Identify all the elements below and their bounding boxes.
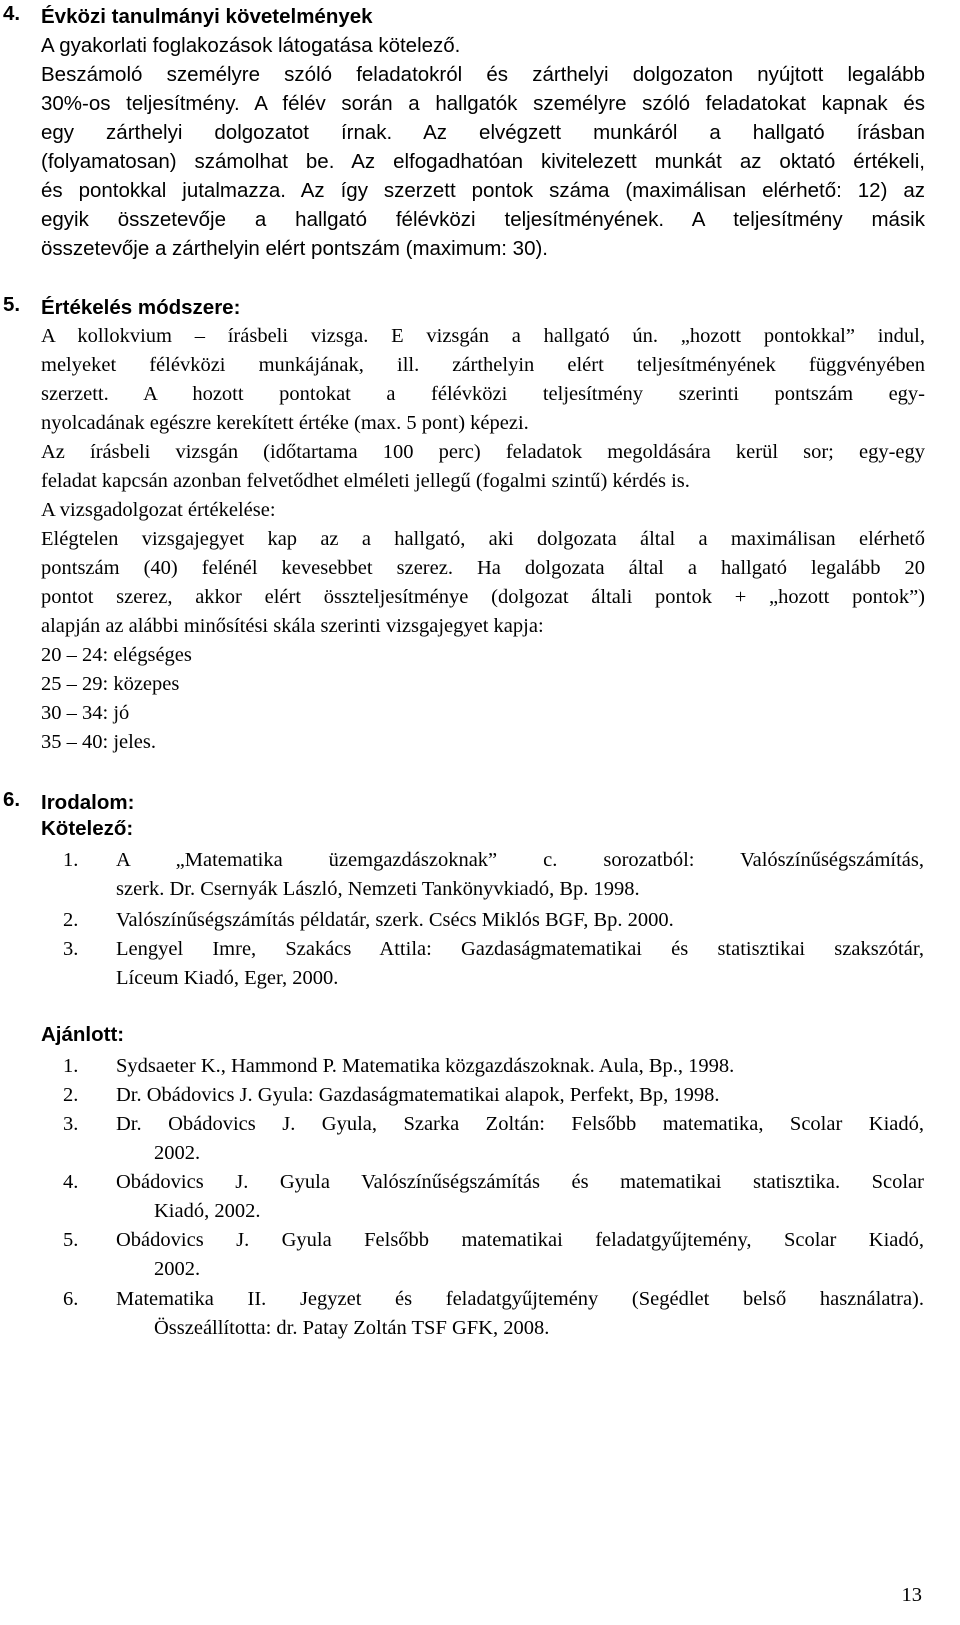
- grade-scale-line: 25 – 29: közepes: [41, 673, 180, 695]
- list-item-text: [116, 846, 924, 904]
- list-item-text: [116, 1052, 924, 1081]
- list-item-line: Sydsaeter K., Hammond P. Matematika közgazdászoknak. Aula, Bp., 1998.: [116, 1055, 735, 1077]
- section-4-line: és pontokkal jutalmazza. Az így szerzett pontok száma (maximálisan elérhető: 12) az: [41, 179, 925, 202]
- section-5-line: alapján az alábbi minősítési skála szerinti vizsgajegyet kapja:: [41, 615, 544, 637]
- list-item-number: 1.: [63, 1055, 79, 1077]
- section-5-line: A kollokvium – írásbeli vizsga. E vizsgán a hallgató ún. „hozott pontokkal” indul,: [41, 325, 925, 347]
- list-item-text: [116, 1081, 924, 1110]
- section-5-line: Elégtelen vizsgajegyet kap az a hallgató, aki dolgozata által a maximálisan elérhető: [41, 528, 925, 550]
- list-item-line: Líceum Kiadó, Eger, 2000.: [116, 967, 339, 989]
- section-5-line: melyeket félévközi munkájának, ill. zárthelyin elért teljesítményének függvényében: [41, 354, 925, 376]
- list-item-number: 6.: [63, 1288, 79, 1310]
- section-5-line: nyolcadának egészre kerekített értéke (max. 5 pont) képezi.: [41, 412, 529, 434]
- section-5-line: A vizsgadolgozat értékelése:: [41, 499, 276, 521]
- section-4-line: egyik összetevője a hallgató félévközi teljesítményének. A teljesítmény másik: [41, 208, 925, 231]
- section-4-line: (folyamatosan) számolhat be. Az elfogadhatóan kivitelezett munkát az oktató értékeli,: [41, 150, 925, 173]
- list-item-line: Obádovics J. Gyula Felsőbb matematikai feladatgyűjtemény, Scolar Kiadó,: [116, 1229, 924, 1251]
- section-4-number: 4.: [3, 2, 21, 25]
- list-item-line: Dr. Obádovics J. Gyula: Gazdaságmatematikai alapok, Perfekt, Bp, 1998.: [116, 1084, 720, 1106]
- list-item-number: 5.: [63, 1229, 79, 1251]
- grade-scale-line: 35 – 40: jeles.: [41, 731, 157, 753]
- section-4-line: összetevője a zárthelyin elért pontszám (maximum: 30).: [41, 237, 549, 260]
- grade-scale-line: 20 – 24: elégséges: [41, 644, 192, 666]
- list-item-line: Obádovics J. Gyula Valószínűségszámítás és matematikai statisztika. Scolar: [116, 1171, 924, 1193]
- list-item-number: 3.: [63, 938, 79, 960]
- list-item-line: Valószínűségszámítás példatár, szerk. Csécs Miklós BGF, Bp. 2000.: [116, 909, 674, 931]
- section-6-number: 6.: [3, 788, 21, 811]
- list-item-line: 2002.: [154, 1258, 201, 1280]
- section-4-line: Beszámoló személyre szóló feladatokról és zárthelyi dolgozaton nyújtott legalább: [41, 63, 925, 86]
- section-5-heading: Értékelés módszere:: [41, 296, 241, 319]
- list-item-line: A „Matematika üzemgazdászoknak” c. sorozatból: Valószínűségszámítás,: [116, 849, 924, 871]
- required-heading: Kötelező:: [41, 817, 134, 840]
- page-number: 13: [901, 1584, 922, 1606]
- section-5-line: pontszám (40) felénél kevesebbet szerez. Ha dolgozata által a hallgató legalább 20: [41, 557, 925, 579]
- list-item-text: [116, 1285, 924, 1343]
- list-item-text: [116, 935, 924, 993]
- list-item-line: Kiadó, 2002.: [154, 1200, 261, 1222]
- section-5-line: szerzett. A hozott pontokat a félévközi teljesítmény szerinti pontszám egy-: [41, 383, 925, 405]
- list-item-number: 2.: [63, 909, 79, 931]
- section-5-line: pontot szerez, akkor elért összteljesítménye (dolgozat általi pontok + „hozott pontok”): [41, 586, 925, 608]
- list-item-line: Dr. Obádovics J. Gyula, Szarka Zoltán: Felsőbb matematika, Scolar Kiadó,: [116, 1113, 924, 1135]
- section-4-line: 30%-os teljesítmény. A félév során a hallgatók személyre szóló feladatokat kapnak és: [41, 92, 925, 115]
- list-item-text: [116, 906, 924, 935]
- list-item-text: [116, 1110, 924, 1168]
- list-item-text: [116, 1168, 924, 1226]
- list-item-line: Összeállította: dr. Patay Zoltán TSF GFK, 2008.: [154, 1317, 550, 1339]
- list-item-line: szerk. Dr. Csernyák László, Nemzeti Tankönyvkiadó, Bp. 1998.: [116, 878, 640, 900]
- section-5-body: [41, 322, 925, 757]
- section-4-line: egy zárthelyi dolgozatot írnak. Az elvégzett munkáról a hallgató írásban: [41, 121, 925, 144]
- list-item-number: 2.: [63, 1084, 79, 1106]
- section-6-heading: Irodalom:: [41, 791, 135, 814]
- section-5-number: 5.: [3, 293, 21, 316]
- section-4-body: [41, 31, 925, 263]
- list-item-number: 3.: [63, 1113, 79, 1135]
- list-item-line: Lengyel Imre, Szakács Attila: Gazdaságmatematikai és statisztikai szakszótár,: [116, 938, 924, 960]
- section-5-line: feladat kapcsán azonban felvetődhet elméleti jellegű (fogalmi szintű) kérdés is.: [41, 470, 690, 492]
- list-item-number: 4.: [63, 1171, 79, 1193]
- section-4-heading: Évközi tanulmányi követelmények: [41, 5, 373, 28]
- section-4-line: A gyakorlati foglakozások látogatása kötelező.: [41, 34, 461, 57]
- section-5-line: Az írásbeli vizsgán (időtartama 100 perc) feladatok megoldására kerül sor; egy-egy: [41, 441, 925, 463]
- list-item-line: Matematika II. Jegyzet és feladatgyűjtemény (Segédlet belső használatra).: [116, 1288, 924, 1310]
- list-item-text: [116, 1226, 924, 1284]
- list-item-number: 1.: [63, 849, 79, 871]
- recommended-heading: Ajánlott:: [41, 1023, 125, 1046]
- list-item-line: 2002.: [154, 1142, 201, 1164]
- grade-scale-line: 30 – 34: jó: [41, 702, 130, 724]
